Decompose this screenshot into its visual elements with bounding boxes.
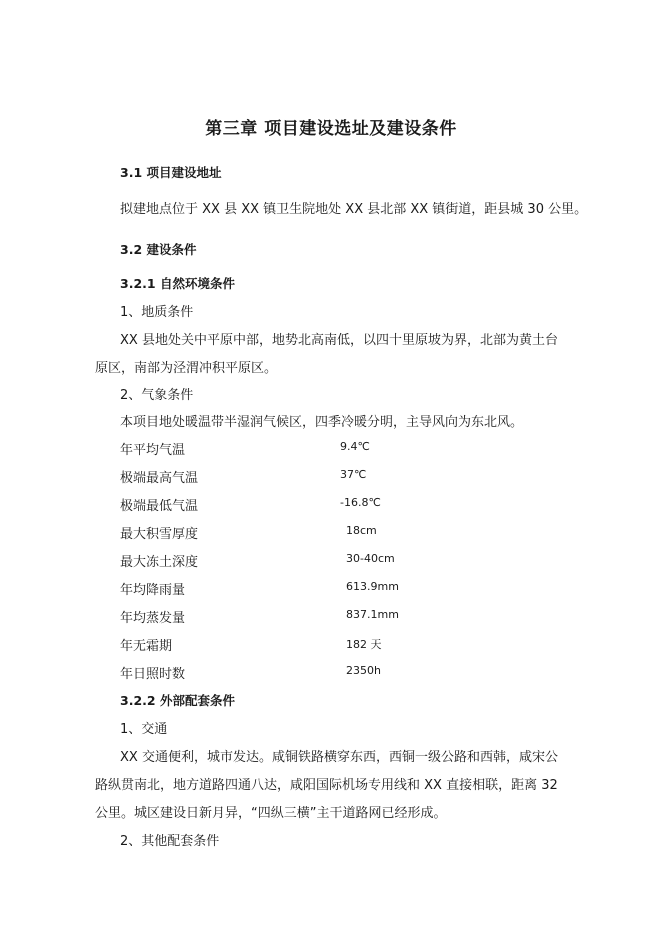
climate-value: 9.4℃ xyxy=(340,440,370,453)
climate-text: 本项目地处暖温带半湿润气候区，四季冷暖分明，主导风向为东北风。 xyxy=(120,415,524,430)
climate-label: 年均蒸发量 xyxy=(120,611,186,626)
climate-label: 年均降雨量 xyxy=(120,583,186,598)
climate-value: 837.1mm xyxy=(346,608,399,621)
climate-row xyxy=(120,635,420,653)
traffic-text-line-1: XX 交通便利，城市发达。咸铜铁路横穿东西，西铜一级公路和西韩，咸宋公 xyxy=(120,750,558,765)
climate-label: 极端最高气温 xyxy=(120,471,199,486)
climate-row xyxy=(120,495,420,513)
climate-value: 613.9mm xyxy=(346,580,399,593)
chapter-title: 第三章 项目建设选址及建设条件 xyxy=(205,119,457,139)
climate-value: 37℃ xyxy=(340,468,367,481)
climate-row xyxy=(120,467,420,485)
climate-value: 2350h xyxy=(346,664,381,677)
climate-row xyxy=(120,439,420,457)
climate-value: 182 天 xyxy=(346,638,382,651)
climate-row xyxy=(120,663,420,681)
traffic-heading: 1、交通 xyxy=(120,722,168,737)
traffic-text-line-2: 路纵贯南北，地方道路四通八达，咸阳国际机场专用线和 XX 直接相联，距离 32 xyxy=(95,778,558,793)
geology-heading: 1、地质条件 xyxy=(120,305,194,320)
climate-row xyxy=(120,607,420,625)
traffic-text-line-3: 公里。城区建设日新月异，“四纵三横”主干道路网已经形成。 xyxy=(95,806,447,821)
climate-label: 年日照时数 xyxy=(120,667,186,682)
section-3-2-1-heading: 3.2.1 自然环境条件 xyxy=(120,276,235,291)
climate-row xyxy=(120,579,420,597)
climate-row xyxy=(120,551,420,569)
climate-label: 年平均气温 xyxy=(120,443,186,458)
climate-label: 最大积雪厚度 xyxy=(120,527,199,542)
climate-value: 18cm xyxy=(346,524,377,537)
climate-label: 最大冻土深度 xyxy=(120,555,199,570)
section-3-2-2-heading: 3.2.2 外部配套条件 xyxy=(120,693,235,708)
climate-value: 30-40cm xyxy=(346,552,395,565)
section-3-1-heading: 3.1 项目建设地址 xyxy=(120,165,222,180)
climate-label: 年无霜期 xyxy=(120,639,173,654)
geology-text-line-2: 原区，南部为泾渭冲积平原区。 xyxy=(95,361,278,376)
climate-row xyxy=(120,523,420,541)
site-location-text: 拟建地点位于 XX 县 XX 镇卫生院地处 XX 县北部 XX 镇街道，距县城 30 公里。 xyxy=(120,202,588,217)
climate-value: -16.8℃ xyxy=(340,496,381,509)
section-3-2-heading: 3.2 建设条件 xyxy=(120,242,197,257)
geology-text-line-1: XX 县地处关中平原中部，地势北高南低，以四十里原坡为界，北部为黄土台 xyxy=(120,333,558,348)
climate-heading: 2、气象条件 xyxy=(120,388,194,403)
other-conditions-heading: 2、其他配套条件 xyxy=(120,834,220,849)
climate-label: 极端最低气温 xyxy=(120,499,199,514)
